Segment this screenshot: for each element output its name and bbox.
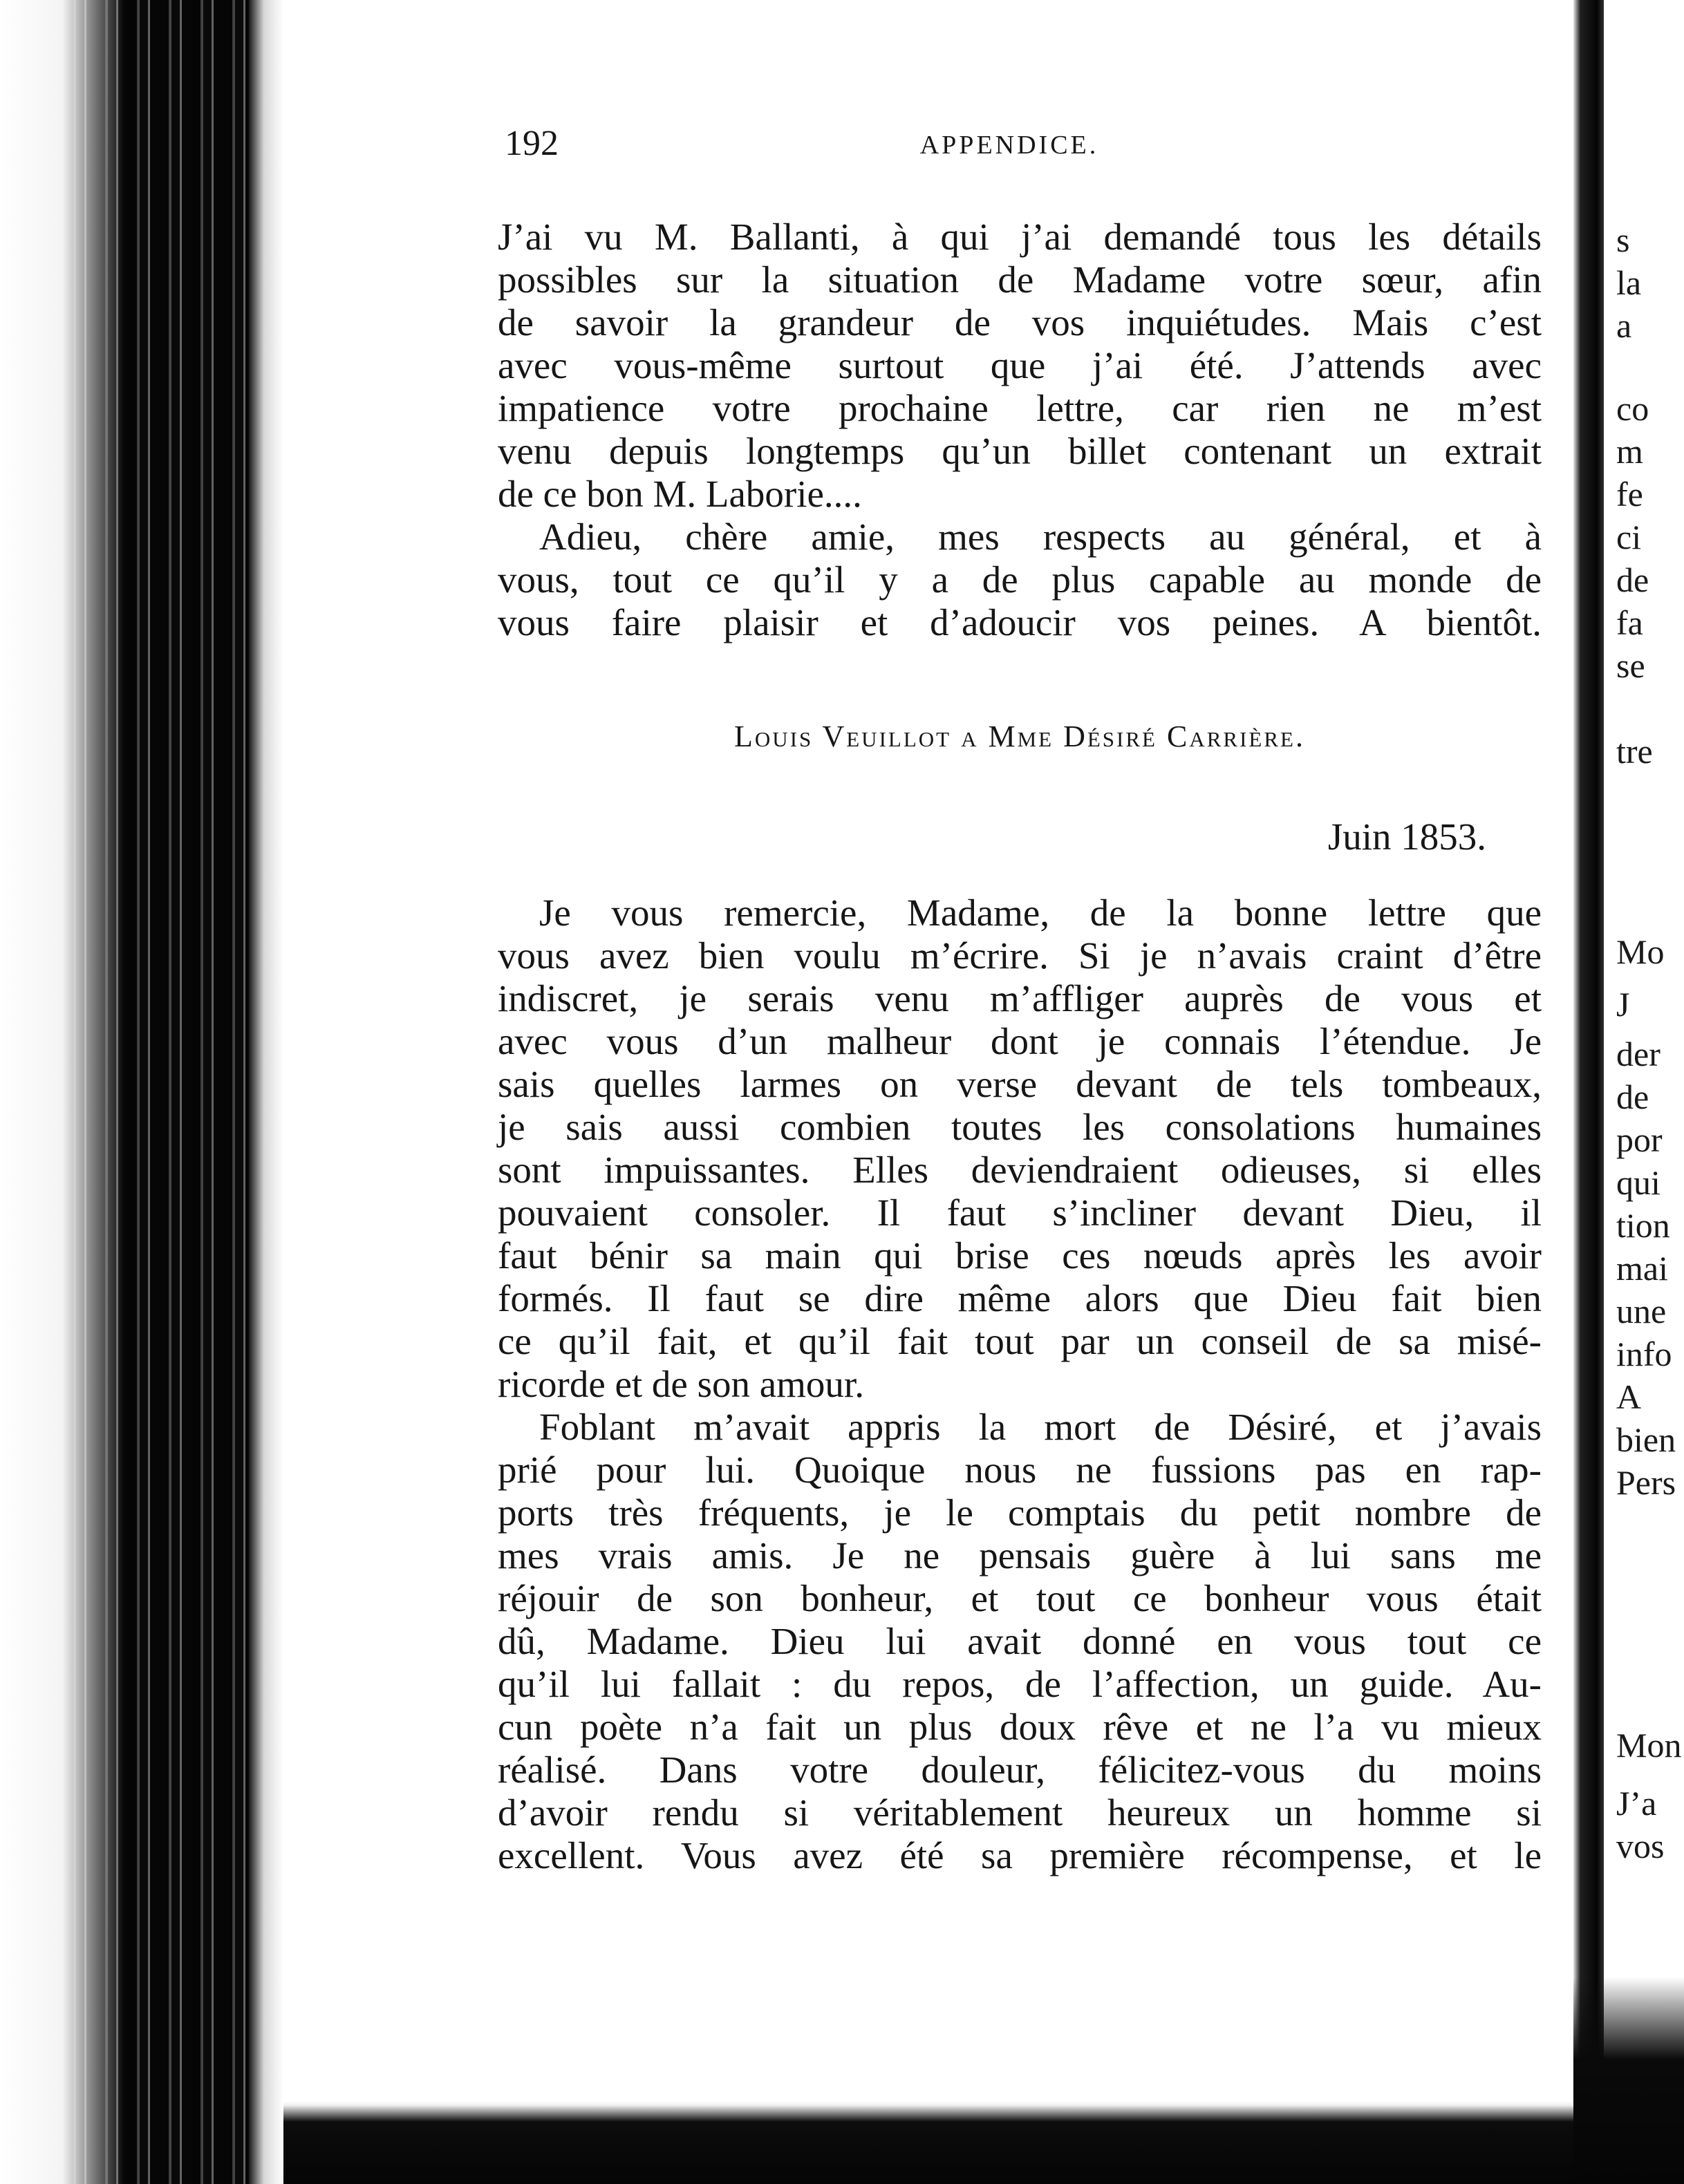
running-head — [477, 123, 1542, 171]
text-line: d’avoir rendu si véritablement heureux un homme si — [498, 1791, 1542, 1834]
book-bottom-edge — [283, 2101, 1583, 2184]
book-gutter — [1573, 0, 1604, 2184]
text-line: formés. Il faut se dire même alors que Dieu fait bien — [498, 1277, 1542, 1319]
next-page-fragment: tre — [1616, 732, 1653, 771]
text-line: mes vrais amis. Je ne pensais guère à lui sans me — [498, 1534, 1542, 1576]
letter-date: Juin 1853. — [1327, 816, 1486, 858]
page-number: 192 — [505, 124, 559, 163]
text-line: réjouir de son bonheur, et tout ce bonheur vous était — [498, 1577, 1542, 1619]
text-line: avec vous-même surtout que j’ai été. J’attends avec — [498, 344, 1542, 386]
next-page-fragment: mai — [1616, 1249, 1668, 1288]
text-line: faut bénir sa main qui brise ces nœuds après les avoir — [498, 1234, 1542, 1277]
text-line: Foblant m’avait appris la mort de Désiré, et j’avais — [539, 1406, 1542, 1448]
text-line: dû, Madame. Dieu lui avait donné en vous tout ce — [498, 1620, 1542, 1662]
next-page-shadow — [1573, 1977, 1684, 2184]
letter-heading: Louis Veuillot a Mme Désiré Carrière. — [734, 719, 1305, 753]
next-page-fragment: qui — [1616, 1163, 1660, 1202]
next-page-fragment: bien — [1616, 1420, 1676, 1459]
text-line: sais quelles larmes on verse devant de tels tombeaux, — [498, 1063, 1542, 1105]
text-line: excellent. Vous avez été sa première récompense, et le — [498, 1834, 1542, 1876]
next-page-fragment: a — [1616, 306, 1632, 345]
text-line: réalisé. Dans votre douleur, félicitez-vous du moins — [498, 1749, 1542, 1791]
text-line: prié pour lui. Quoique nous ne fussions pas en rap- — [498, 1449, 1542, 1491]
next-page-fragment: une — [1616, 1292, 1667, 1330]
next-page-fragment: tion — [1616, 1206, 1670, 1245]
running-title: APPENDICE. — [919, 131, 1099, 160]
text-line: venu depuis longtemps qu’un billet contenant un extrait — [498, 430, 1542, 472]
text-line: ce qu’il fait, et qu’il fait tout par un conseil de sa misé- — [498, 1320, 1542, 1362]
next-page-fragment: info — [1616, 1335, 1672, 1373]
text-line: ports très fréquents, je le comptais du petit nombre de — [498, 1491, 1542, 1534]
text-line: cun poète n’a fait un plus doux rêve et ne l’a vu mieux — [498, 1706, 1542, 1748]
text-line: possibles sur la situation de Madame votre sœur, afin — [498, 258, 1542, 301]
next-page-fragment: la — [1616, 263, 1642, 302]
next-page-fragment: m — [1616, 432, 1643, 471]
next-page-fragment: se — [1616, 646, 1645, 685]
next-page-fragment: de — [1616, 1077, 1649, 1116]
next-page-fragment: J’a — [1616, 1784, 1657, 1823]
next-page-fragment: A — [1616, 1377, 1642, 1416]
text-line: ricorde et de son amour. — [498, 1363, 864, 1405]
next-page-fragment: der — [1616, 1035, 1660, 1073]
next-page-fragment: Mo — [1616, 932, 1665, 971]
text-line: de savoir la grandeur de vos inquiétudes. Mais c’est — [498, 301, 1542, 343]
text-line: pouvaient consoler. Il faut s’incliner devant Dieu, il — [498, 1192, 1542, 1234]
text-line: Je vous remercie, Madame, de la bonne lettre que — [539, 892, 1542, 934]
text-line: qu’il lui fallait : du repos, de l’affection, un guide. Au- — [498, 1663, 1542, 1705]
text-line: vous faire plaisir et d’adoucir vos peines. A bientôt. — [498, 601, 1542, 643]
text-line: impatience votre prochaine lettre, car rien ne m’est — [498, 387, 1542, 429]
next-page-fragment: Pers — [1616, 1463, 1676, 1502]
next-page-fragment: de — [1616, 561, 1649, 599]
text-line: vous avez bien voulu m’écrire. Si je n’avais craint d’être — [498, 934, 1542, 977]
next-page-fragment: vos — [1616, 1827, 1665, 1865]
text-line: indiscret, je serais venu m’affliger auprès de vous et — [498, 977, 1542, 1019]
next-page-fragment: fe — [1616, 475, 1643, 514]
next-page-fragment: por — [1616, 1120, 1663, 1159]
text-line: J’ai vu M. Ballanti, à qui j’ai demandé tous les détails — [498, 216, 1542, 258]
next-page-fragment: J — [1616, 985, 1630, 1024]
text-line: de ce bon M. Laborie.... — [498, 473, 862, 515]
next-page-fragment: fa — [1616, 603, 1643, 642]
text-line: sont impuissantes. Elles deviendraient odieuses, si elles — [498, 1149, 1542, 1191]
page-fold-shadow — [249, 0, 283, 2184]
next-page-fragment: Mon — [1616, 1726, 1682, 1764]
text-line: vous, tout ce qu’il y a de plus capable au monde de — [498, 558, 1542, 601]
scan-margin — [0, 0, 124, 2184]
next-page-fragment: co — [1616, 389, 1649, 428]
next-page-fragment: s — [1616, 220, 1630, 259]
next-page-slice — [1604, 0, 1684, 2184]
text-line: avec vous d’un malheur dont je connais l’étendue. Je — [498, 1020, 1542, 1062]
text-line: je sais aussi combien toutes les consolations humaines — [498, 1106, 1542, 1148]
next-page-fragment: ci — [1616, 518, 1642, 556]
book-page — [477, 0, 1542, 2101]
text-line: Adieu, chère amie, mes respects au général, et à — [539, 516, 1542, 558]
